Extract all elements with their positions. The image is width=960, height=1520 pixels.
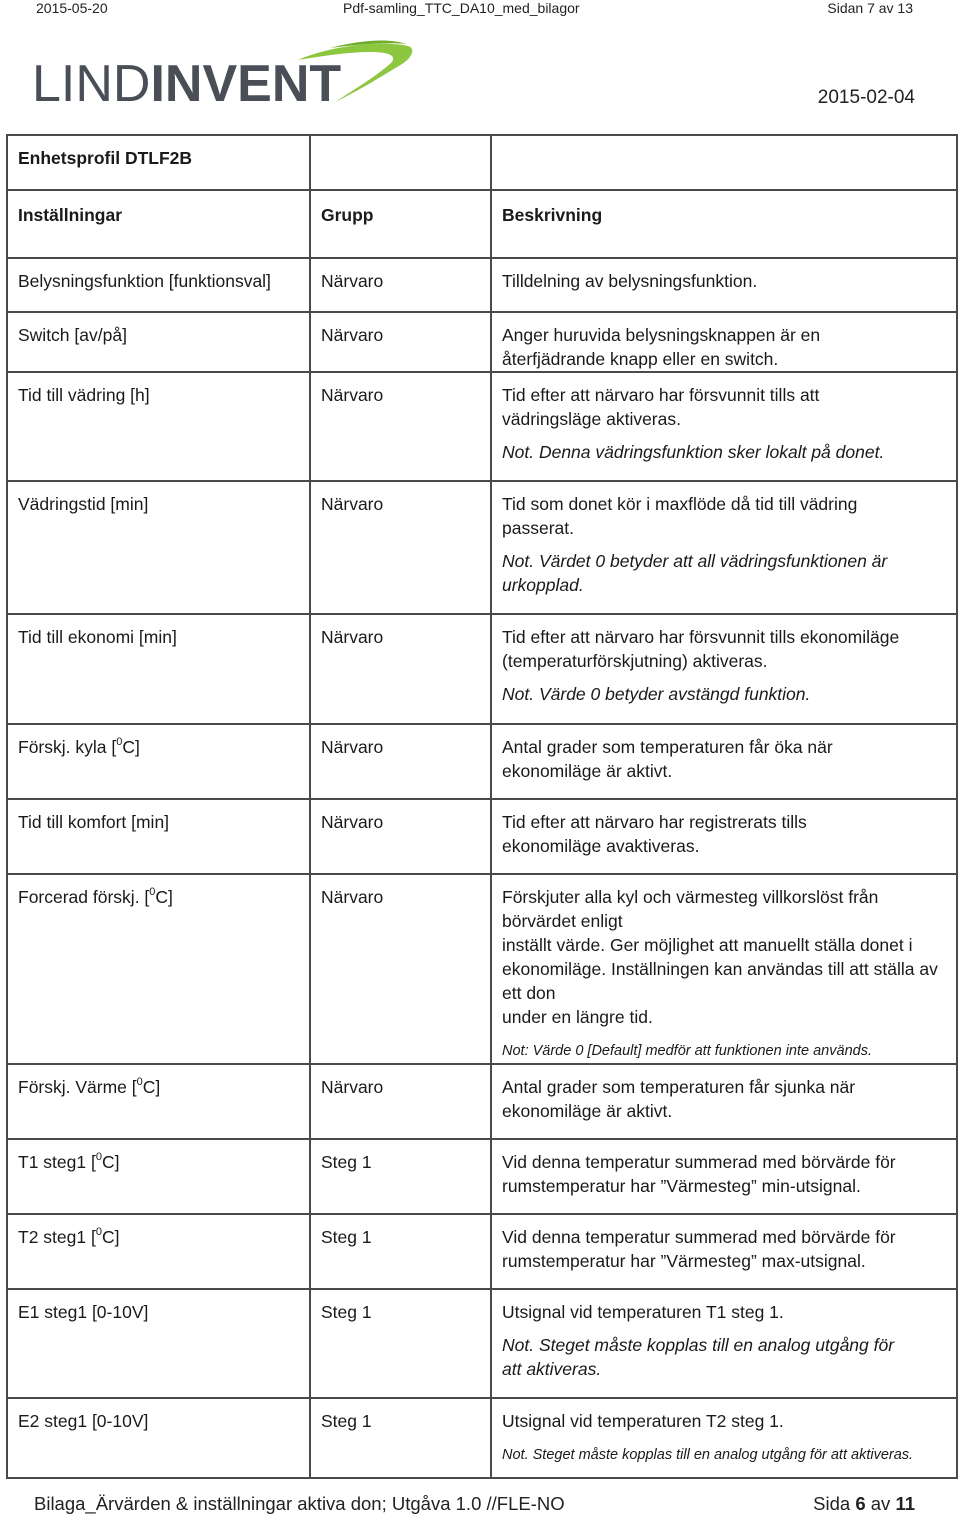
setting-degree-superscript: 0 xyxy=(95,1226,102,1238)
setting-degree-superscript: 0 xyxy=(136,1076,143,1088)
footer-page-mid: av xyxy=(865,1493,896,1514)
description-line: Utsignal vid temperaturen T2 steg 1. xyxy=(502,1411,784,1431)
description-line: (temperaturförskjutning) aktiveras. xyxy=(502,651,768,671)
setting-unit: C] xyxy=(122,737,140,757)
title-row xyxy=(7,135,957,190)
group-cell: Närvaro xyxy=(310,1064,491,1139)
table-title: Enhetsprofil DTLF2B xyxy=(7,135,310,190)
description-line: ekonomiläge avaktiveras. xyxy=(502,836,700,856)
header-row xyxy=(7,190,957,258)
setting-label: Tid till vädring [h] xyxy=(18,385,150,405)
description-line: ekonomiläge är aktivt. xyxy=(502,761,673,781)
setting-cell xyxy=(7,724,310,799)
setting-cell xyxy=(7,1398,310,1478)
setting-label: Förskj. Värme [ xyxy=(18,1077,137,1097)
group-cell: Närvaro xyxy=(310,372,491,481)
page-footer xyxy=(0,1493,960,1517)
header-setting: Inställningar xyxy=(7,190,310,258)
description-line: Utsignal vid temperaturen T1 steg 1. xyxy=(502,1302,784,1322)
description-note xyxy=(502,1039,948,1063)
description-line: ekonomiläge är aktivt. xyxy=(502,1101,673,1121)
setting-cell xyxy=(7,481,310,614)
footer-page-prefix: Sida xyxy=(813,1493,856,1514)
footer-document-info: Bilaga_Ärvärden & inställningar aktiva don; Utgåva 1.0 //FLE-NO xyxy=(34,1493,565,1514)
setting-cell xyxy=(7,1214,310,1289)
table-row xyxy=(7,724,957,799)
description-line: passerat. xyxy=(502,518,574,538)
table-row xyxy=(7,258,957,312)
description-cell xyxy=(491,372,957,481)
table-row xyxy=(7,372,957,481)
description-line: Antal grader som temperaturen får sjunka när xyxy=(502,1077,856,1097)
description-line: Antal grader som temperaturen får öka när xyxy=(502,737,833,757)
description-line: Tilldelning av belysningsfunktion. xyxy=(502,271,758,291)
setting-label: Vädringstid [min] xyxy=(18,494,149,514)
setting-label: Belysningsfunktion [funktionsval] xyxy=(18,271,271,291)
description-cell xyxy=(491,1398,957,1478)
logo-text-thin: LIND xyxy=(32,55,151,113)
description-line: Tid efter att närvaro har försvunnit tills att xyxy=(502,385,820,405)
setting-unit: C] xyxy=(101,1152,120,1172)
setting-label: Switch [av/på] xyxy=(18,325,127,345)
setting-label: Tid till ekonomi [min] xyxy=(18,627,177,647)
note-line: att aktiveras. xyxy=(502,1359,602,1379)
setting-label: Förskj. kyla [ xyxy=(18,737,117,757)
description-cell xyxy=(491,1139,957,1214)
description-line: Tid som donet kör i maxflöde då tid till vädring xyxy=(502,494,858,514)
setting-unit: C] xyxy=(101,1227,120,1247)
print-header xyxy=(0,0,960,18)
note-line: Not: Värde 0 [Default] medför att funktionen inte används. xyxy=(502,1043,872,1059)
footer-page-number xyxy=(813,1493,915,1515)
group-cell: Närvaro xyxy=(310,614,491,724)
description-line: Tid efter att närvaro har försvunnit tills ekonomiläge xyxy=(502,627,900,647)
group-cell: Steg 1 xyxy=(310,1289,491,1398)
table-row xyxy=(7,1064,957,1139)
description-cell xyxy=(491,799,957,874)
description-cell xyxy=(491,258,957,312)
description-cell xyxy=(491,312,957,372)
table-row xyxy=(7,481,957,614)
document-date: 2015-02-04 xyxy=(817,87,915,108)
note-line: Not. Värde 0 betyder avstängd funktion. xyxy=(502,684,811,704)
setting-degree-superscript: 0 xyxy=(116,736,123,748)
description-cell xyxy=(491,1064,957,1139)
description-line: Vid denna temperatur summerad med börvärde för xyxy=(502,1152,896,1172)
description-line: Tid efter att närvaro har registrerats tills xyxy=(502,812,807,832)
description-note xyxy=(502,549,948,597)
setting-label: E1 steg1 [0-10V] xyxy=(18,1302,149,1322)
settings-table xyxy=(6,134,958,1479)
group-cell: Närvaro xyxy=(310,312,491,372)
table-row xyxy=(7,312,957,372)
setting-cell xyxy=(7,799,310,874)
setting-label: Tid till komfort [min] xyxy=(18,812,170,832)
description-cell xyxy=(491,1289,957,1398)
description-line: rumstemperatur har ”Värmesteg” min-utsignal. xyxy=(502,1176,861,1196)
print-page-number: Sidan 7 av 13 xyxy=(827,0,913,16)
note-line: Not. Denna vädringsfunktion sker lokalt på donet. xyxy=(502,442,885,462)
setting-cell xyxy=(7,1139,310,1214)
table-row xyxy=(7,1139,957,1214)
description-line: Anger huruvida belysningsknappen är en xyxy=(502,325,821,345)
description-cell xyxy=(491,481,957,614)
setting-label: T2 steg1 [ xyxy=(18,1227,96,1247)
setting-cell xyxy=(7,614,310,724)
setting-unit: C] xyxy=(155,887,173,907)
description-line: ekonomiläge. Inställningen kan användas till att ställa av ett don xyxy=(502,959,938,1003)
description-note xyxy=(502,1443,948,1467)
description-line: återfjädrande knapp eller en switch. xyxy=(502,349,779,369)
description-note xyxy=(502,1333,948,1381)
description-line: rumstemperatur har ”Värmesteg” max-utsignal. xyxy=(502,1251,866,1271)
note-line: urkopplad. xyxy=(502,575,584,595)
description-line: under en längre tid. xyxy=(502,1007,653,1027)
setting-cell xyxy=(7,258,310,312)
description-note xyxy=(502,682,948,706)
group-cell: Steg 1 xyxy=(310,1214,491,1289)
empty-cell xyxy=(310,135,491,190)
setting-cell xyxy=(7,1289,310,1398)
table-row xyxy=(7,1289,957,1398)
lindinvent-logo xyxy=(30,38,420,113)
note-line: Not. Värdet 0 betyder att all vädringsfunktionen är xyxy=(502,551,888,571)
logo-text-bold: INVENT xyxy=(150,55,342,113)
group-cell: Steg 1 xyxy=(310,1398,491,1478)
description-line: inställt värde. Ger möjlighet att manuellt ställa donet i xyxy=(502,935,913,955)
group-cell: Närvaro xyxy=(310,481,491,614)
logo-wordmark xyxy=(32,55,342,113)
table-row xyxy=(7,799,957,874)
setting-degree-superscript: 0 xyxy=(95,1151,102,1163)
print-date: 2015-05-20 xyxy=(36,0,108,16)
setting-unit: C] xyxy=(142,1077,161,1097)
setting-label: Forcerad förskj. [ xyxy=(18,887,150,907)
description-cell xyxy=(491,724,957,799)
empty-cell xyxy=(491,135,957,190)
print-document-name: Pdf-samling_TTC_DA10_med_bilagor xyxy=(343,0,580,16)
setting-cell xyxy=(7,372,310,481)
table-row xyxy=(7,1214,957,1289)
table-row xyxy=(7,874,957,1064)
group-cell: Närvaro xyxy=(310,724,491,799)
description-cell xyxy=(491,874,957,1064)
description-line: Förskjuter alla kyl och värmesteg villkorslöst från börvärdet enligt xyxy=(502,887,879,931)
footer-page-total: 11 xyxy=(895,1493,915,1514)
setting-label: T1 steg1 [ xyxy=(18,1152,96,1172)
setting-cell xyxy=(7,874,310,1064)
group-cell: Närvaro xyxy=(310,799,491,874)
setting-degree-superscript: 0 xyxy=(149,886,156,898)
setting-cell xyxy=(7,312,310,372)
header-group: Grupp xyxy=(310,190,491,258)
table-row xyxy=(7,614,957,724)
table-row xyxy=(7,1398,957,1478)
footer-page-current: 6 xyxy=(855,1493,866,1514)
group-cell: Närvaro xyxy=(310,258,491,312)
description-cell xyxy=(491,1214,957,1289)
note-line: Not. Steget måste kopplas till en analog utgång för xyxy=(502,1335,895,1355)
description-line: Vid denna temperatur summerad med börvärde för xyxy=(502,1227,896,1247)
group-cell: Steg 1 xyxy=(310,1139,491,1214)
setting-cell xyxy=(7,1064,310,1139)
note-line: Not. Steget måste kopplas till en analog utgång för att aktiveras. xyxy=(502,1447,914,1463)
description-note xyxy=(502,440,948,464)
header-description: Beskrivning xyxy=(491,190,957,258)
description-cell xyxy=(491,614,957,724)
setting-label: E2 steg1 [0-10V] xyxy=(18,1411,149,1431)
description-line: vädringsläge aktiveras. xyxy=(502,409,681,429)
group-cell: Närvaro xyxy=(310,874,491,1064)
